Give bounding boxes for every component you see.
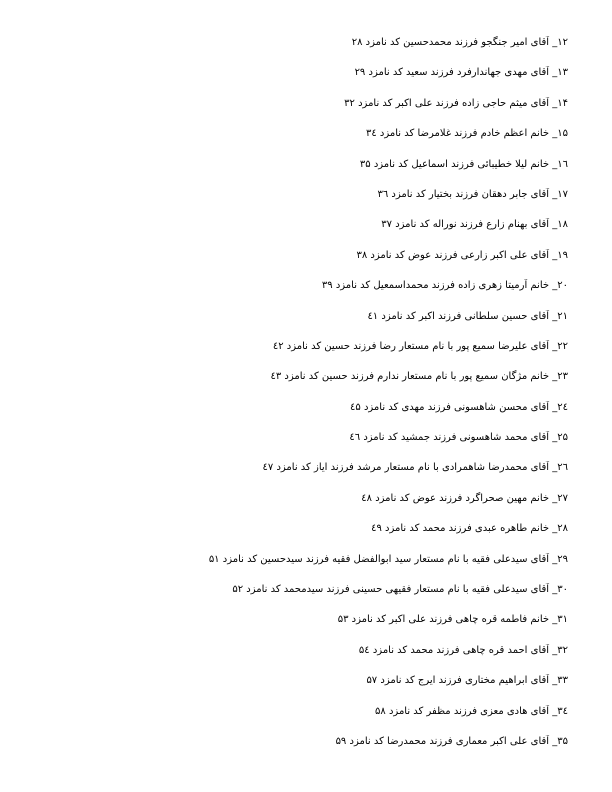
candidate-line-27: ۲۷_ خانم مهین صحراگرد فرزند عوض کد نامزد ٤۸ <box>361 492 568 504</box>
candidate-line-15: ۱۵_ خانم اعظم خادم فرزند غلامرضا کد نامزد ۳٤ <box>365 128 568 140</box>
candidate-line-34: ۳٤_ آقای هادی معزی فرزند مظفر کد نامزد ۵۸ <box>375 705 568 717</box>
candidate-line-23: ۲۳_ خانم مژگان سمیع پور با نام مستعار ندارم فرزند حسین کد نامزد ٤۳ <box>270 371 568 383</box>
candidate-line-12: ۱۲_ آقای امیر جنگجو فرزند محمدحسین کد نامزد ۲۸ <box>351 37 568 48</box>
candidate-line-21: ۲۱_ آقای حسین سلطانی فرزند اکبر کد نامزد ٤۱ <box>367 310 568 322</box>
candidate-line-33: ۳۳_ آقای ابراهیم مختاری فرزند ایرج کد نامزد ۵۷ <box>366 675 568 687</box>
candidate-line-32: ۳۲_ آقای احمد قره چاهی فرزند محمد کد نامزد ۵٤ <box>358 644 568 656</box>
candidate-line-14: ۱۴_ آقای میثم حاجی زاده فرزند علی اکبر کد نامزد ۳۲ <box>344 97 568 109</box>
candidate-line-26: ۲٦_ آقای محمدرضا شاهمرادی با نام مستعار مرشد فرزند ایاز کد نامزد ٤۷ <box>262 462 568 474</box>
candidate-line-35: ۳۵_ آقای علی اکبر معماری فرزند محمدرضا کد نامزد ۵۹ <box>335 735 568 747</box>
candidate-list <box>28 36 568 765</box>
candidate-line-22: ۲۲_ آقای علیرضا سمیع پور با نام مستعار رضا فرزند حسین کد نامزد ٤۲ <box>272 340 568 352</box>
candidate-line-31: ۳۱_ خانم فاطمه قره چاهی فرزند علی اکبر کد نامزد ۵۳ <box>337 614 568 626</box>
candidate-line-25: ۲۵_ آقای محمد شاهسونی فرزند جمشید کد نامزد ٤٦ <box>349 432 568 444</box>
candidate-line-19: ۱۹_ آقای علی اکبر زارعی فرزند عوض کد نامزد ۳۸ <box>356 249 568 261</box>
candidate-line-29: ۲۹_ آقای سیدعلی فقیه با نام مستعار سید ابوالفضل فقیه فرزند سیدحسین کد نامزد ۵۱ <box>208 553 568 565</box>
candidate-line-28: ۲۸_ خانم طاهره عبدی فرزند محمد کد نامزد ٤۹ <box>371 523 568 535</box>
candidate-line-30: ۳۰_ آقای سیدعلی فقیه با نام مستعار فقیهی حسینی فرزند سیدمحمد کد نامزد ۵۲ <box>232 584 568 596</box>
candidate-line-18: ۱۸_ آقای بهنام زارع فرزند نوراله کد نامزد ۳۷ <box>381 219 568 231</box>
candidate-line-13: ۱۳_ آقای مهدی جهاندارفرد فرزند سعید کد نامزد ۲۹ <box>354 67 568 79</box>
candidate-line-20: ۲۰_ خانم آرمیتا زهری زاده فرزند محمداسمعیل کد نامزد ۳۹ <box>321 280 568 292</box>
candidate-line-24: ۲٤_ آقای محسن شاهسونی فرزند مهدی کد نامزد ٤۵ <box>350 401 568 413</box>
candidate-line-16: ۱٦_ خانم لیلا خطیبائی فرزند اسماعیل کد نامزد ۳۵ <box>359 158 568 170</box>
candidate-line-17: ۱۷_ آقای جابر دهقان فرزند بختیار کد نامزد ۳٦ <box>377 188 568 200</box>
